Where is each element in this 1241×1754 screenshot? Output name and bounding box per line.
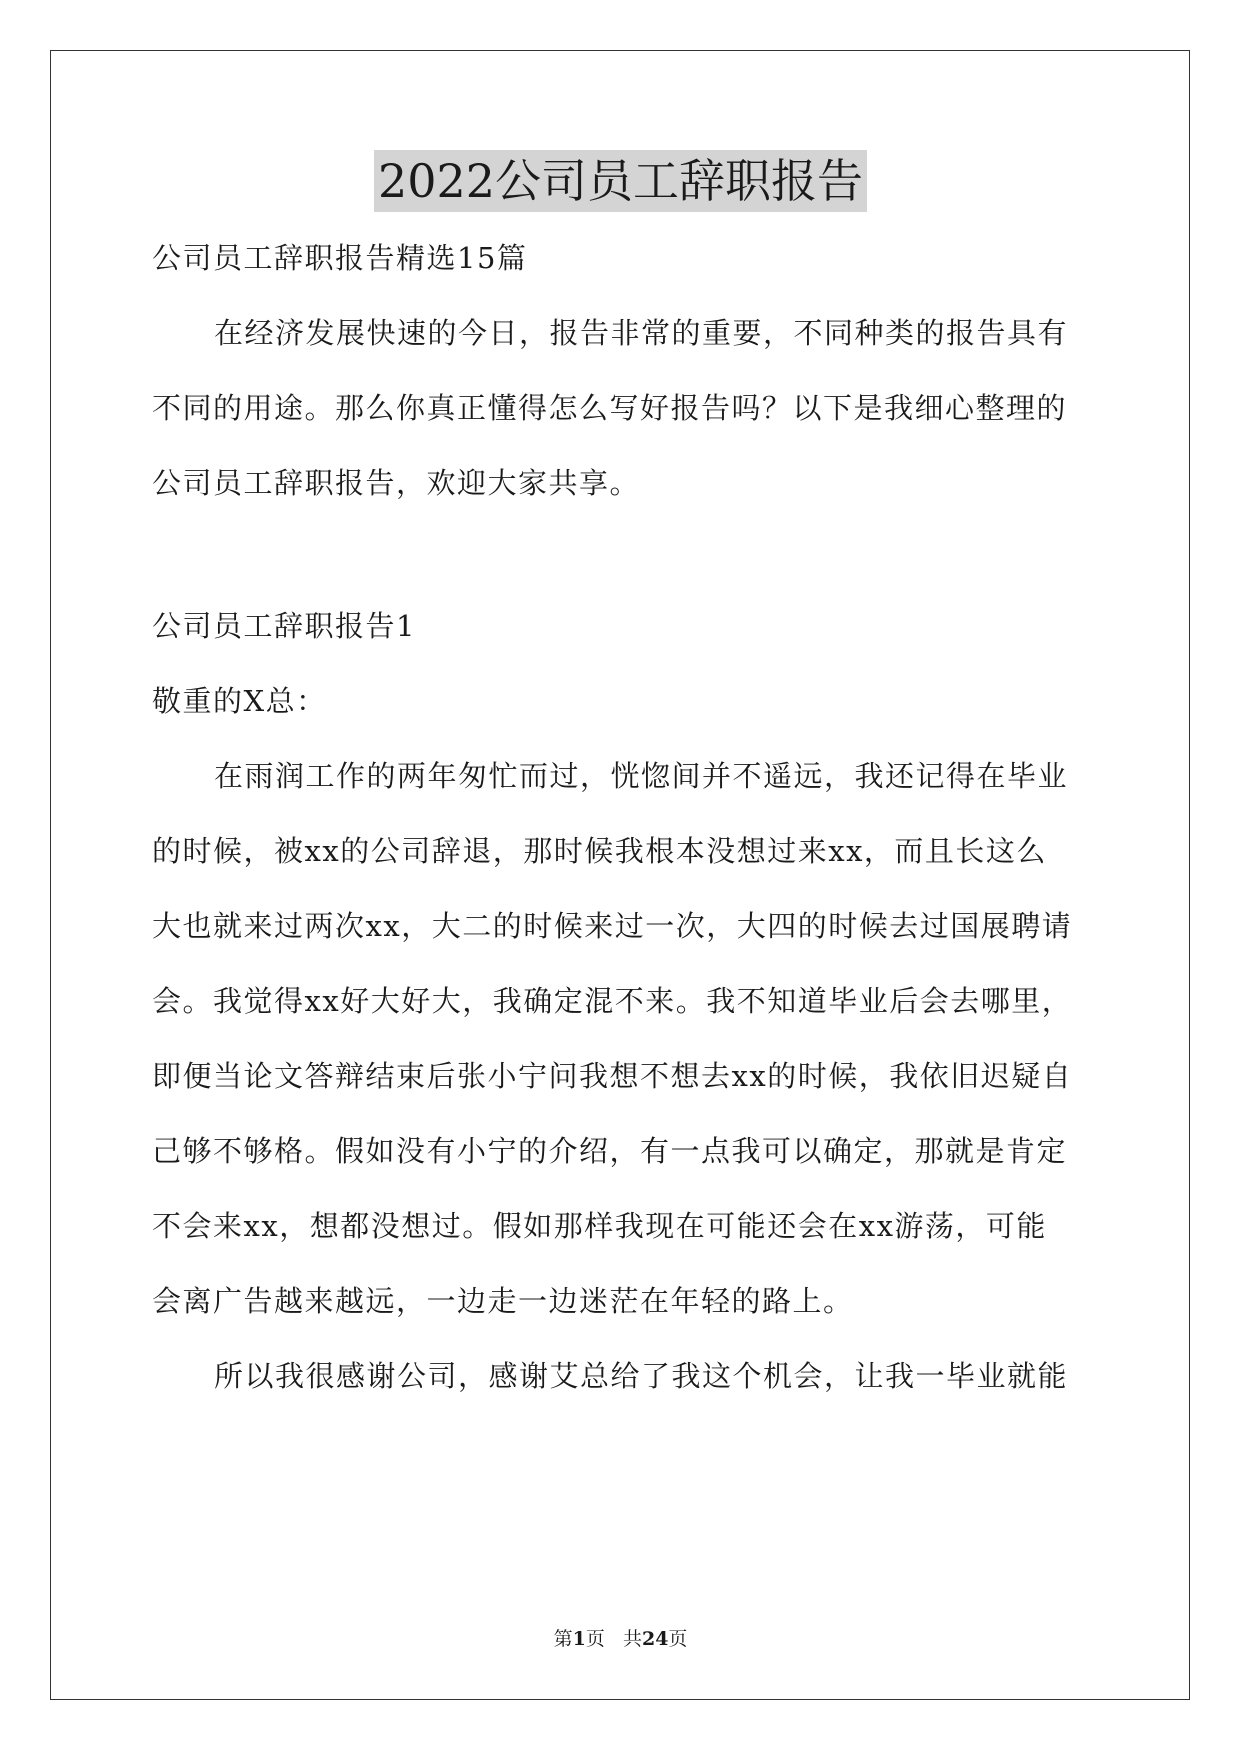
total-pages: 24 <box>641 1628 669 1650</box>
page-border <box>50 50 1190 1700</box>
body-line-4: 会。我觉得xx好大好大，我确定混不来。我不知道毕业后会去哪里， <box>152 984 1073 1018</box>
body-line-2: 的时候，被xx的公司辞退，那时候我根本没想过来xx，而且长这么 <box>152 834 1047 868</box>
page-footer <box>0 1627 1241 1651</box>
intro-line-3: 公司员工辞职报告，欢迎大家共享。 <box>152 466 641 500</box>
document-title: 2022公司员工辞职报告 <box>374 150 867 212</box>
page-number: 1 <box>572 1628 586 1650</box>
total-prefix: 共 <box>622 1628 642 1650</box>
title-container <box>0 150 1241 212</box>
intro-line-2: 不同的用途。那么你真正懂得怎么写好报告吗？以下是我细心整理的 <box>152 391 1068 425</box>
salutation: 敬重的X总： <box>152 684 327 718</box>
page-suffix: 页 <box>585 1628 605 1650</box>
total-suffix: 页 <box>668 1628 688 1650</box>
subtitle-line: 公司员工辞职报告精选15篇 <box>152 241 528 275</box>
body-line-3: 大也就来过两次xx，大二的时候来过一次，大四的时候去过国展聘请 <box>152 909 1073 943</box>
body-line-5: 即便当论文答辩结束后张小宁问我想不想去xx的时候，我依旧迟疑自 <box>152 1059 1073 1093</box>
section-heading: 公司员工辞职报告1 <box>152 609 416 643</box>
body-line-7: 不会来xx，想都没想过。假如那样我现在可能还会在xx游荡，可能 <box>152 1209 1047 1243</box>
body-line-1: 在雨润工作的两年匆忙而过，恍惚间并不遥远，我还记得在毕业 <box>214 759 1069 793</box>
page-prefix: 第 <box>553 1628 573 1650</box>
body-line-6: 己够不够格。假如没有小宁的介绍，有一点我可以确定，那就是肯定 <box>152 1134 1068 1168</box>
body-line-8: 会离广告越来越远，一边走一边迷茫在年轻的路上。 <box>152 1284 854 1318</box>
body-line-9: 所以我很感谢公司，感谢艾总给了我这个机会，让我一毕业就能 <box>214 1359 1069 1393</box>
intro-line-1: 在经济发展快速的今日，报告非常的重要，不同种类的报告具有 <box>214 316 1069 350</box>
